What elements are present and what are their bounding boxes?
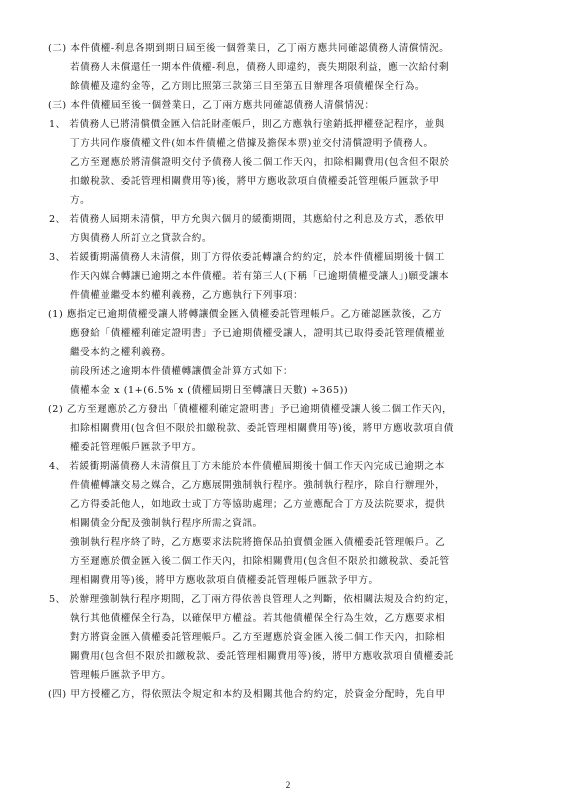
- text-line: 乙方至遲應於將清償證明交付予債務人後二個工作天內，扣除相關費用(包含但不限於: [70, 157, 450, 168]
- text-line: 繼受本約之權利義務。: [70, 347, 172, 358]
- text-line: 3、 若緩衝期滿債務人未清償，則丁方得依委託轉讓合約約定，於本件債權屆期後十個工: [49, 252, 445, 263]
- text-line: 件債權轉讓交易之媒合，乙方應展開強制執行程序。強制執行程序，除自行辦理外，: [70, 480, 446, 491]
- text-line: 方與債務人所訂立之貸款合約。: [70, 233, 213, 244]
- text-line: (四) 甲方授權乙方，得依照法令規定和本約及相關其他合約約定，於資金分配時，先自甲: [48, 689, 446, 700]
- text-line: 對方將資金匯入債權委託管理帳戶。乙方至遲應於資金匯入後二個工作天內，扣除相: [70, 632, 446, 643]
- text-line: 作天內媒合轉讓已逾期之本件債權。若有第三人(下稱「已逾期債權受讓人」)願受讓本: [70, 271, 450, 282]
- text-line: 餘債權及違約金等，乙方則比照第三款第三目至第五目辦理各項債權保全行為。: [70, 81, 426, 92]
- text-line: 強制執行程序終了時，乙方應要求法院將擔保品拍賣價金匯入債權委託管理帳戶。乙: [70, 537, 446, 548]
- text-line: 相關債金分配及強制執行程序所需之資訊。: [70, 518, 263, 529]
- text-line: 方至遲應於價金匯入後二個工作天內，扣除相關費用(包含但不限於扣繳稅款、委託管: [70, 556, 450, 567]
- text-line: 前段所述之逾期本件債權轉讓價金計算方式如下：: [70, 366, 294, 377]
- text-line: (1) 應指定已逾期債權受讓人將轉讓價金匯入債權委託管理帳戶。乙方確認匯款後，乙方: [48, 309, 443, 320]
- page-number: 2: [285, 780, 291, 790]
- text-line: 應發給「債權權利確定證明書」予已逾期債權受讓人，證明其已取得委託管理債權並: [70, 328, 446, 339]
- text-line: 1、 若債務人已將清償價金匯入信託財產帳戶，則乙方應執行塗銷抵押權登記程序，並與: [49, 119, 445, 130]
- text-line: 理相關費用等)後，將甲方應收款項自債權委託管理帳戶匯款予甲方。: [70, 575, 379, 586]
- text-line: 扣繳稅款、委託管理相關費用等)後，將甲方應收款項自債權委託管理帳戶匯款予甲: [70, 176, 440, 187]
- text-line: 管理帳戶匯款予甲方。: [70, 670, 172, 681]
- text-line: 丁方共同作廢債權文件(如本件債權之借據及擔保本票)並交付清償證明予債務人。: [70, 138, 434, 149]
- text-line: (2) 乙方至遲應於乙方發出「債權權利確定證明書」予已逾期債權受讓人後二個工作天內，: [48, 404, 453, 415]
- text-line: 2、 若債務人屆期未清償，甲方允與六個月的緩衝期間，其應給付之利息及方式，悉依甲: [49, 214, 445, 225]
- text-line: 關費用(包含但不限於扣繳稅款、委託管理相關費用等)後，將甲方應收款項自債權委託: [70, 651, 454, 662]
- text-line: 4、 若緩衝期滿債務人未清償且丁方未能於本件債權屆期後十個工作天內完成已逾期之本: [49, 461, 445, 472]
- text-line: 5、 於辦理強制執行程序期間，乙丁兩方得依善良管理人之判斷，依相關法規及合約約定，: [49, 594, 455, 605]
- text-line: (三) 本件債權屆至後一個營業日，乙丁兩方應共同確認債務人清償情況：: [48, 100, 375, 111]
- text-line: 權委託管理帳戶匯款予甲方。: [70, 442, 202, 453]
- text-line: 若債務人未償還任一期本件債權-利息，債務人即違約，喪失期限利益，應一次給付剩: [70, 62, 450, 73]
- text-line: 件債權並繼受本約權利義務，乙方應執行下列事項：: [70, 290, 304, 301]
- text-line: 扣除相關費用(包含但不限於扣繳稅款、委託管理相關費用等)後，將甲方應收款項自債: [70, 423, 454, 434]
- text-line: (二) 本件債權-利息各期到期日屆至後一個營業日，乙丁兩方應共同確認債務人清償情況。: [48, 43, 450, 54]
- text-line: 乙方得委託他人，如地政士或丁方等協助處理；乙方並應配合丁方及法院要求，提供: [70, 499, 446, 510]
- text-line: 方。: [70, 195, 91, 206]
- text-line: 執行其他債權保全行為，以確保甲方權益。若其他債權保全行為生效，乙方應要求相: [70, 613, 446, 624]
- text-line: 債權本金 x (1+(6.5% x (債權屆期日至轉讓日天數) ÷365)): [70, 385, 349, 396]
